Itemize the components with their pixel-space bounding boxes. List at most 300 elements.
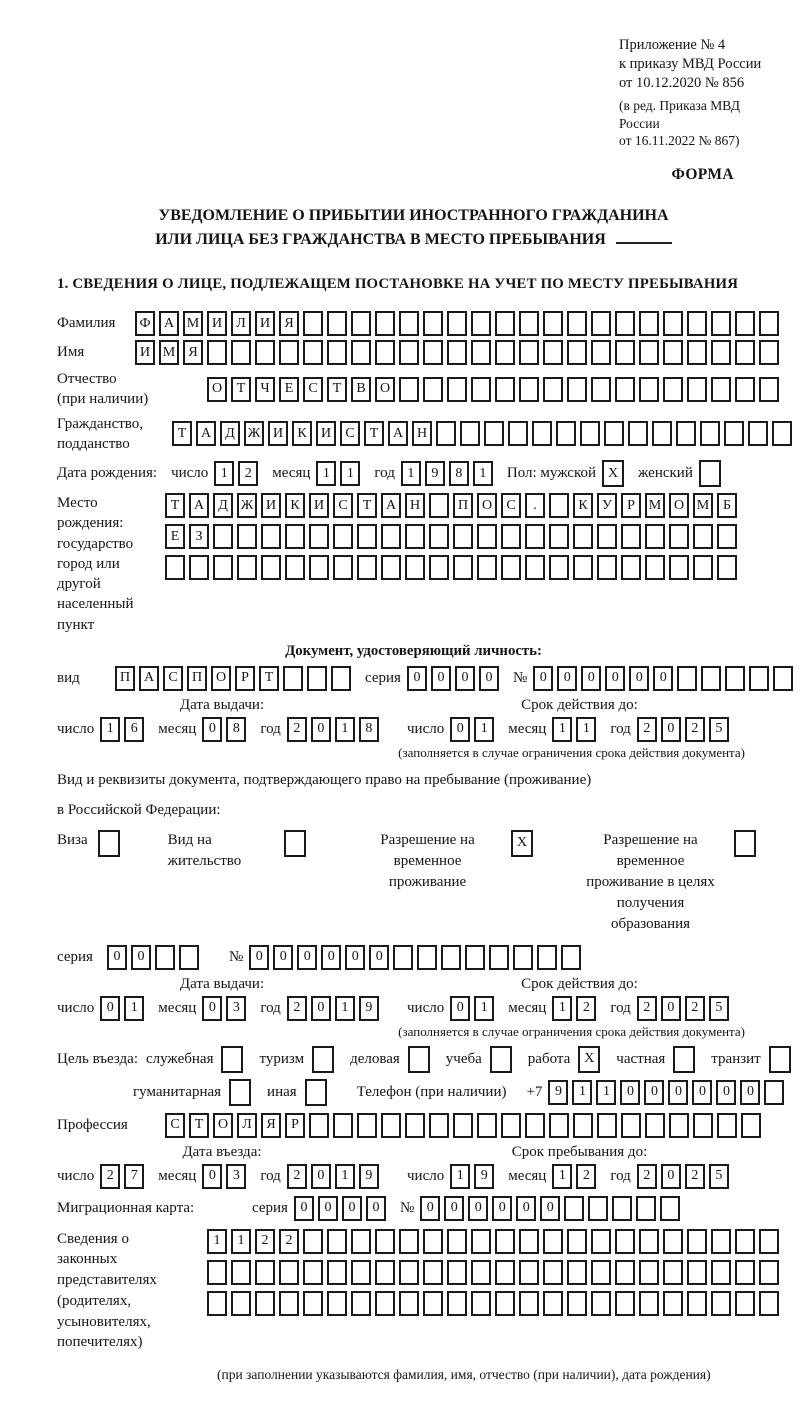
char-cell[interactable] bbox=[636, 1196, 656, 1221]
char-cell[interactable] bbox=[615, 311, 635, 336]
char-cell[interactable]: Т bbox=[189, 1113, 209, 1138]
char-cell[interactable] bbox=[447, 311, 467, 336]
char-cell[interactable]: 6 bbox=[124, 717, 144, 742]
char-cell[interactable] bbox=[645, 524, 665, 549]
char-cell[interactable] bbox=[748, 421, 768, 446]
char-cell[interactable] bbox=[429, 493, 449, 518]
char-cell[interactable] bbox=[423, 1260, 443, 1285]
char-cell[interactable]: 0 bbox=[369, 945, 389, 970]
char-cell[interactable] bbox=[423, 311, 443, 336]
char-cell[interactable]: 2 bbox=[287, 996, 307, 1021]
char-cell[interactable]: 2 bbox=[287, 1164, 307, 1189]
char-cell[interactable]: А bbox=[139, 666, 159, 691]
char-cell[interactable] bbox=[556, 421, 576, 446]
char-cell[interactable]: Ф bbox=[135, 311, 155, 336]
char-cell[interactable] bbox=[465, 945, 485, 970]
char-cell[interactable] bbox=[351, 1291, 371, 1316]
char-cell[interactable]: 0 bbox=[540, 1196, 560, 1221]
char-cell[interactable] bbox=[213, 555, 233, 580]
char-cell[interactable]: 0 bbox=[468, 1196, 488, 1221]
char-cell[interactable] bbox=[519, 340, 539, 365]
char-cell[interactable]: 2 bbox=[279, 1229, 299, 1254]
char-cell[interactable] bbox=[489, 945, 509, 970]
char-cell[interactable]: 1 bbox=[572, 1080, 592, 1105]
char-cell[interactable]: О bbox=[211, 666, 231, 691]
char-cell[interactable]: 1 bbox=[214, 461, 234, 486]
char-cell[interactable] bbox=[375, 311, 395, 336]
char-cell[interactable]: 1 bbox=[124, 996, 144, 1021]
char-cell[interactable] bbox=[447, 1229, 467, 1254]
char-cell[interactable] bbox=[471, 377, 491, 402]
char-cell[interactable]: 0 bbox=[100, 996, 120, 1021]
char-cell[interactable] bbox=[495, 1260, 515, 1285]
char-cell[interactable]: 2 bbox=[255, 1229, 275, 1254]
purpose-study-checkbox[interactable] bbox=[490, 1046, 512, 1073]
char-cell[interactable]: И bbox=[261, 493, 281, 518]
char-cell[interactable] bbox=[255, 1260, 275, 1285]
char-cell[interactable]: С bbox=[333, 493, 353, 518]
char-cell[interactable] bbox=[543, 1229, 563, 1254]
char-cell[interactable]: 5 bbox=[709, 996, 729, 1021]
char-cell[interactable]: 0 bbox=[533, 666, 553, 691]
char-cell[interactable]: 0 bbox=[294, 1196, 314, 1221]
char-cell[interactable] bbox=[687, 1291, 707, 1316]
char-cell[interactable] bbox=[405, 524, 425, 549]
char-cell[interactable] bbox=[567, 1229, 587, 1254]
char-cell[interactable]: 1 bbox=[576, 717, 596, 742]
char-cell[interactable]: 5 bbox=[709, 1164, 729, 1189]
char-cell[interactable]: Ж bbox=[237, 493, 257, 518]
char-cell[interactable]: 0 bbox=[661, 717, 681, 742]
char-cell[interactable] bbox=[405, 555, 425, 580]
char-cell[interactable] bbox=[525, 555, 545, 580]
char-cell[interactable] bbox=[423, 340, 443, 365]
char-cell[interactable] bbox=[399, 1291, 419, 1316]
char-cell[interactable] bbox=[519, 1260, 539, 1285]
char-cell[interactable] bbox=[663, 377, 683, 402]
char-cell[interactable] bbox=[429, 524, 449, 549]
char-cell[interactable] bbox=[453, 555, 473, 580]
char-cell[interactable]: 2 bbox=[637, 717, 657, 742]
char-cell[interactable]: 0 bbox=[581, 666, 601, 691]
char-cell[interactable] bbox=[375, 1229, 395, 1254]
char-cell[interactable]: 0 bbox=[107, 945, 127, 970]
char-cell[interactable] bbox=[333, 555, 353, 580]
char-cell[interactable] bbox=[519, 377, 539, 402]
char-cell[interactable]: 0 bbox=[644, 1080, 664, 1105]
char-cell[interactable]: М bbox=[159, 340, 179, 365]
char-cell[interactable] bbox=[621, 524, 641, 549]
char-cell[interactable] bbox=[677, 666, 697, 691]
char-cell[interactable]: 0 bbox=[444, 1196, 464, 1221]
purpose-humanitarian-checkbox[interactable] bbox=[229, 1079, 251, 1106]
char-cell[interactable] bbox=[735, 311, 755, 336]
char-cell[interactable] bbox=[669, 1113, 689, 1138]
char-cell[interactable] bbox=[519, 1229, 539, 1254]
char-cell[interactable] bbox=[580, 421, 600, 446]
char-cell[interactable] bbox=[693, 524, 713, 549]
char-cell[interactable]: 2 bbox=[685, 1164, 705, 1189]
char-cell[interactable] bbox=[735, 1260, 755, 1285]
char-cell[interactable] bbox=[772, 421, 792, 446]
char-cell[interactable] bbox=[711, 377, 731, 402]
char-cell[interactable]: 0 bbox=[455, 666, 475, 691]
char-cell[interactable] bbox=[660, 1196, 680, 1221]
char-cell[interactable]: С bbox=[340, 421, 360, 446]
char-cell[interactable]: 0 bbox=[249, 945, 269, 970]
char-cell[interactable]: 2 bbox=[287, 717, 307, 742]
char-cell[interactable]: 0 bbox=[479, 666, 499, 691]
char-cell[interactable] bbox=[543, 311, 563, 336]
char-cell[interactable] bbox=[471, 1229, 491, 1254]
char-cell[interactable] bbox=[207, 1291, 227, 1316]
char-cell[interactable] bbox=[711, 1291, 731, 1316]
char-cell[interactable] bbox=[231, 1291, 251, 1316]
char-cell[interactable] bbox=[327, 1291, 347, 1316]
char-cell[interactable] bbox=[261, 555, 281, 580]
char-cell[interactable] bbox=[399, 311, 419, 336]
char-cell[interactable] bbox=[543, 1291, 563, 1316]
char-cell[interactable] bbox=[207, 1260, 227, 1285]
char-cell[interactable] bbox=[735, 1291, 755, 1316]
char-cell[interactable]: А bbox=[189, 493, 209, 518]
char-cell[interactable]: Р bbox=[235, 666, 255, 691]
char-cell[interactable] bbox=[285, 524, 305, 549]
char-cell[interactable]: 2 bbox=[685, 717, 705, 742]
purpose-business-checkbox[interactable] bbox=[408, 1046, 430, 1073]
char-cell[interactable]: 1 bbox=[207, 1229, 227, 1254]
char-cell[interactable] bbox=[549, 493, 569, 518]
purpose-official-checkbox[interactable] bbox=[221, 1046, 243, 1073]
char-cell[interactable]: Л bbox=[231, 311, 251, 336]
char-cell[interactable] bbox=[615, 1260, 635, 1285]
char-cell[interactable]: М bbox=[645, 493, 665, 518]
female-checkbox[interactable] bbox=[699, 460, 721, 487]
char-cell[interactable] bbox=[564, 1196, 584, 1221]
purpose-work-checkbox[interactable]: X bbox=[578, 1046, 600, 1073]
char-cell[interactable] bbox=[453, 524, 473, 549]
char-cell[interactable]: 9 bbox=[425, 461, 445, 486]
char-cell[interactable] bbox=[591, 1291, 611, 1316]
char-cell[interactable] bbox=[669, 524, 689, 549]
char-cell[interactable] bbox=[549, 1113, 569, 1138]
char-cell[interactable] bbox=[741, 1113, 761, 1138]
char-cell[interactable]: 0 bbox=[202, 1164, 222, 1189]
char-cell[interactable]: 0 bbox=[653, 666, 673, 691]
char-cell[interactable] bbox=[477, 1113, 497, 1138]
char-cell[interactable] bbox=[351, 1229, 371, 1254]
char-cell[interactable]: 3 bbox=[226, 996, 246, 1021]
char-cell[interactable]: 0 bbox=[407, 666, 427, 691]
char-cell[interactable] bbox=[591, 340, 611, 365]
char-cell[interactable]: Т bbox=[259, 666, 279, 691]
char-cell[interactable]: О bbox=[669, 493, 689, 518]
char-cell[interactable]: 9 bbox=[548, 1080, 568, 1105]
char-cell[interactable]: Т bbox=[364, 421, 384, 446]
char-cell[interactable]: 0 bbox=[492, 1196, 512, 1221]
char-cell[interactable] bbox=[447, 1291, 467, 1316]
char-cell[interactable]: Я bbox=[279, 311, 299, 336]
char-cell[interactable] bbox=[693, 555, 713, 580]
char-cell[interactable] bbox=[735, 377, 755, 402]
char-cell[interactable] bbox=[351, 311, 371, 336]
char-cell[interactable]: 1 bbox=[474, 717, 494, 742]
char-cell[interactable] bbox=[495, 340, 515, 365]
char-cell[interactable]: П bbox=[187, 666, 207, 691]
char-cell[interactable] bbox=[417, 945, 437, 970]
char-cell[interactable]: 0 bbox=[311, 996, 331, 1021]
char-cell[interactable] bbox=[405, 1113, 425, 1138]
char-cell[interactable] bbox=[711, 1260, 731, 1285]
char-cell[interactable] bbox=[573, 1113, 593, 1138]
char-cell[interactable] bbox=[447, 340, 467, 365]
char-cell[interactable]: 0 bbox=[342, 1196, 362, 1221]
char-cell[interactable]: Р bbox=[621, 493, 641, 518]
temp-residence-checkbox[interactable]: X bbox=[511, 830, 533, 857]
char-cell[interactable] bbox=[237, 524, 257, 549]
char-cell[interactable]: 9 bbox=[359, 1164, 379, 1189]
char-cell[interactable]: О bbox=[213, 1113, 233, 1138]
char-cell[interactable] bbox=[537, 945, 557, 970]
char-cell[interactable] bbox=[573, 555, 593, 580]
char-cell[interactable] bbox=[687, 340, 707, 365]
purpose-transit-checkbox[interactable] bbox=[769, 1046, 791, 1073]
temp-residence-edu-checkbox[interactable] bbox=[734, 830, 756, 857]
char-cell[interactable] bbox=[381, 524, 401, 549]
char-cell[interactable]: 8 bbox=[226, 717, 246, 742]
char-cell[interactable] bbox=[357, 1113, 377, 1138]
char-cell[interactable]: 0 bbox=[668, 1080, 688, 1105]
char-cell[interactable] bbox=[773, 666, 793, 691]
char-cell[interactable] bbox=[701, 666, 721, 691]
char-cell[interactable]: 0 bbox=[420, 1196, 440, 1221]
char-cell[interactable]: И bbox=[309, 493, 329, 518]
char-cell[interactable] bbox=[525, 1113, 545, 1138]
char-cell[interactable] bbox=[333, 1113, 353, 1138]
char-cell[interactable] bbox=[621, 555, 641, 580]
char-cell[interactable]: 0 bbox=[345, 945, 365, 970]
char-cell[interactable]: 0 bbox=[692, 1080, 712, 1105]
char-cell[interactable] bbox=[423, 377, 443, 402]
char-cell[interactable] bbox=[471, 340, 491, 365]
char-cell[interactable]: И bbox=[135, 340, 155, 365]
char-cell[interactable] bbox=[663, 311, 683, 336]
char-cell[interactable] bbox=[375, 1291, 395, 1316]
purpose-other-checkbox[interactable] bbox=[305, 1079, 327, 1106]
char-cell[interactable] bbox=[615, 1229, 635, 1254]
char-cell[interactable] bbox=[501, 524, 521, 549]
char-cell[interactable]: М bbox=[693, 493, 713, 518]
char-cell[interactable] bbox=[663, 340, 683, 365]
char-cell[interactable] bbox=[597, 555, 617, 580]
char-cell[interactable]: 0 bbox=[740, 1080, 760, 1105]
char-cell[interactable] bbox=[508, 421, 528, 446]
char-cell[interactable] bbox=[309, 555, 329, 580]
char-cell[interactable]: 8 bbox=[449, 461, 469, 486]
char-cell[interactable] bbox=[495, 311, 515, 336]
char-cell[interactable] bbox=[513, 945, 533, 970]
char-cell[interactable]: 0 bbox=[131, 945, 151, 970]
residence-permit-checkbox[interactable] bbox=[284, 830, 306, 857]
char-cell[interactable] bbox=[471, 1291, 491, 1316]
char-cell[interactable]: А bbox=[196, 421, 216, 446]
char-cell[interactable]: 1 bbox=[335, 1164, 355, 1189]
char-cell[interactable] bbox=[231, 1260, 251, 1285]
char-cell[interactable]: И bbox=[255, 311, 275, 336]
char-cell[interactable]: 1 bbox=[473, 461, 493, 486]
char-cell[interactable] bbox=[759, 377, 779, 402]
char-cell[interactable]: П bbox=[115, 666, 135, 691]
char-cell[interactable] bbox=[309, 1113, 329, 1138]
char-cell[interactable] bbox=[165, 555, 185, 580]
char-cell[interactable] bbox=[711, 311, 731, 336]
char-cell[interactable] bbox=[519, 311, 539, 336]
char-cell[interactable] bbox=[700, 421, 720, 446]
char-cell[interactable] bbox=[687, 1260, 707, 1285]
char-cell[interactable] bbox=[375, 1260, 395, 1285]
char-cell[interactable]: С bbox=[165, 1113, 185, 1138]
char-cell[interactable] bbox=[436, 421, 456, 446]
char-cell[interactable] bbox=[561, 945, 581, 970]
char-cell[interactable]: 1 bbox=[100, 717, 120, 742]
visa-checkbox[interactable] bbox=[98, 830, 120, 857]
char-cell[interactable] bbox=[543, 1260, 563, 1285]
char-cell[interactable]: Т bbox=[231, 377, 251, 402]
char-cell[interactable]: 0 bbox=[661, 996, 681, 1021]
char-cell[interactable]: П bbox=[453, 493, 473, 518]
char-cell[interactable]: Н bbox=[405, 493, 425, 518]
char-cell[interactable] bbox=[393, 945, 413, 970]
char-cell[interactable] bbox=[381, 1113, 401, 1138]
char-cell[interactable] bbox=[645, 555, 665, 580]
char-cell[interactable]: 8 bbox=[359, 717, 379, 742]
char-cell[interactable] bbox=[303, 340, 323, 365]
char-cell[interactable]: 2 bbox=[100, 1164, 120, 1189]
char-cell[interactable] bbox=[717, 524, 737, 549]
char-cell[interactable]: Я bbox=[261, 1113, 281, 1138]
char-cell[interactable] bbox=[255, 340, 275, 365]
char-cell[interactable] bbox=[588, 1196, 608, 1221]
char-cell[interactable]: 2 bbox=[238, 461, 258, 486]
char-cell[interactable] bbox=[399, 1229, 419, 1254]
char-cell[interactable] bbox=[604, 421, 624, 446]
char-cell[interactable]: 0 bbox=[431, 666, 451, 691]
char-cell[interactable]: А bbox=[388, 421, 408, 446]
char-cell[interactable]: 0 bbox=[366, 1196, 386, 1221]
char-cell[interactable]: О bbox=[477, 493, 497, 518]
char-cell[interactable]: З bbox=[189, 524, 209, 549]
char-cell[interactable] bbox=[567, 340, 587, 365]
char-cell[interactable]: 2 bbox=[637, 1164, 657, 1189]
char-cell[interactable] bbox=[759, 311, 779, 336]
char-cell[interactable]: 0 bbox=[557, 666, 577, 691]
char-cell[interactable]: Е bbox=[279, 377, 299, 402]
char-cell[interactable]: 1 bbox=[596, 1080, 616, 1105]
char-cell[interactable]: Т bbox=[357, 493, 377, 518]
char-cell[interactable] bbox=[333, 524, 353, 549]
char-cell[interactable]: 1 bbox=[335, 996, 355, 1021]
char-cell[interactable]: 7 bbox=[124, 1164, 144, 1189]
char-cell[interactable] bbox=[639, 311, 659, 336]
char-cell[interactable] bbox=[639, 377, 659, 402]
char-cell[interactable] bbox=[303, 311, 323, 336]
char-cell[interactable]: Т bbox=[165, 493, 185, 518]
char-cell[interactable]: И bbox=[268, 421, 288, 446]
char-cell[interactable] bbox=[327, 340, 347, 365]
char-cell[interactable] bbox=[639, 340, 659, 365]
char-cell[interactable] bbox=[591, 377, 611, 402]
char-cell[interactable]: О bbox=[375, 377, 395, 402]
char-cell[interactable] bbox=[471, 311, 491, 336]
char-cell[interactable] bbox=[591, 311, 611, 336]
purpose-private-checkbox[interactable] bbox=[673, 1046, 695, 1073]
char-cell[interactable]: Т bbox=[172, 421, 192, 446]
char-cell[interactable] bbox=[549, 555, 569, 580]
char-cell[interactable] bbox=[759, 1229, 779, 1254]
char-cell[interactable] bbox=[543, 340, 563, 365]
char-cell[interactable] bbox=[303, 1260, 323, 1285]
char-cell[interactable]: . bbox=[525, 493, 545, 518]
char-cell[interactable]: 2 bbox=[576, 996, 596, 1021]
char-cell[interactable] bbox=[357, 555, 377, 580]
char-cell[interactable] bbox=[717, 1113, 737, 1138]
char-cell[interactable] bbox=[213, 524, 233, 549]
char-cell[interactable] bbox=[711, 1229, 731, 1254]
char-cell[interactable] bbox=[639, 1229, 659, 1254]
char-cell[interactable] bbox=[759, 340, 779, 365]
char-cell[interactable] bbox=[597, 524, 617, 549]
char-cell[interactable] bbox=[477, 524, 497, 549]
char-cell[interactable] bbox=[735, 1229, 755, 1254]
char-cell[interactable] bbox=[351, 340, 371, 365]
char-cell[interactable]: 0 bbox=[516, 1196, 536, 1221]
char-cell[interactable]: Н bbox=[412, 421, 432, 446]
char-cell[interactable]: С bbox=[501, 493, 521, 518]
char-cell[interactable] bbox=[303, 1291, 323, 1316]
char-cell[interactable] bbox=[283, 666, 303, 691]
char-cell[interactable] bbox=[717, 555, 737, 580]
char-cell[interactable] bbox=[237, 555, 257, 580]
char-cell[interactable]: 0 bbox=[318, 1196, 338, 1221]
char-cell[interactable] bbox=[693, 1113, 713, 1138]
char-cell[interactable] bbox=[612, 1196, 632, 1221]
char-cell[interactable]: 1 bbox=[335, 717, 355, 742]
char-cell[interactable] bbox=[764, 1080, 784, 1105]
char-cell[interactable]: К bbox=[292, 421, 312, 446]
char-cell[interactable]: Л bbox=[237, 1113, 257, 1138]
char-cell[interactable]: А bbox=[159, 311, 179, 336]
char-cell[interactable]: 0 bbox=[661, 1164, 681, 1189]
char-cell[interactable] bbox=[645, 1113, 665, 1138]
char-cell[interactable] bbox=[399, 340, 419, 365]
char-cell[interactable]: 1 bbox=[340, 461, 360, 486]
char-cell[interactable] bbox=[279, 1260, 299, 1285]
char-cell[interactable] bbox=[501, 555, 521, 580]
char-cell[interactable]: 0 bbox=[202, 996, 222, 1021]
char-cell[interactable] bbox=[279, 1291, 299, 1316]
char-cell[interactable]: У bbox=[597, 493, 617, 518]
char-cell[interactable] bbox=[567, 311, 587, 336]
char-cell[interactable] bbox=[669, 555, 689, 580]
char-cell[interactable]: 2 bbox=[637, 996, 657, 1021]
char-cell[interactable]: 1 bbox=[552, 996, 572, 1021]
char-cell[interactable]: Б bbox=[717, 493, 737, 518]
char-cell[interactable] bbox=[441, 945, 461, 970]
char-cell[interactable] bbox=[615, 340, 635, 365]
male-checkbox[interactable]: X bbox=[602, 460, 624, 487]
char-cell[interactable] bbox=[663, 1260, 683, 1285]
char-cell[interactable] bbox=[484, 421, 504, 446]
